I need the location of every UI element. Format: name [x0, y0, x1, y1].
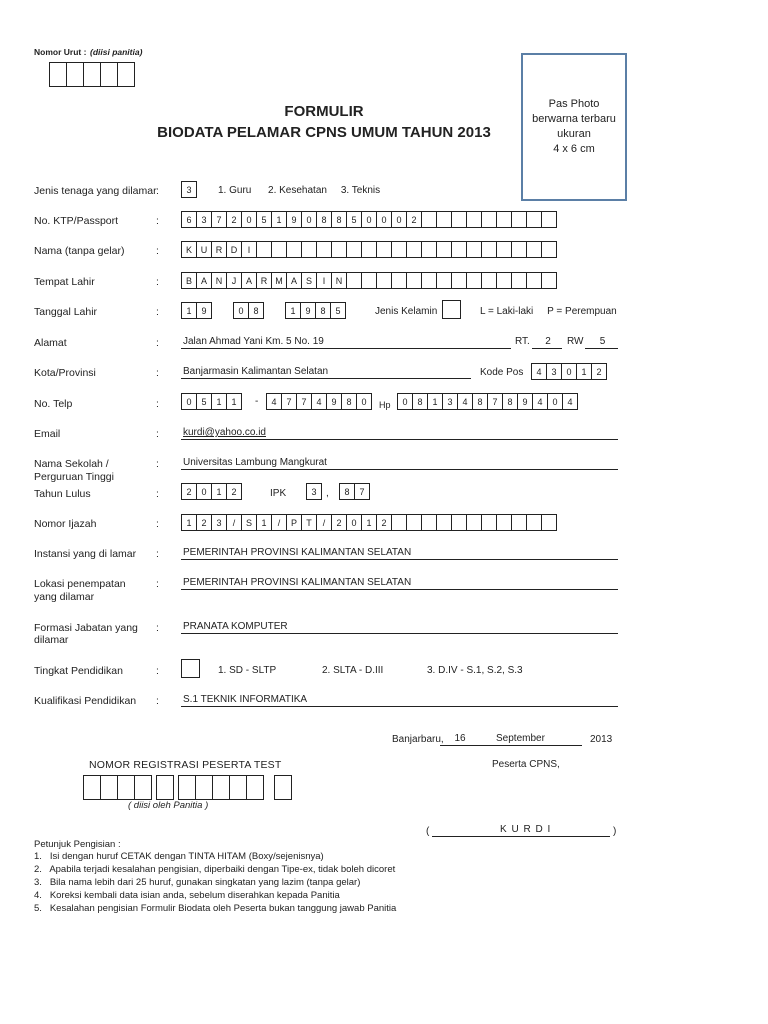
nomor-urut-boxes[interactable] [50, 62, 135, 87]
box-cell [511, 514, 527, 531]
box-cell [466, 514, 482, 531]
jenis-kelamin-box[interactable] [442, 300, 461, 319]
box-cell [511, 241, 527, 258]
box-cell [526, 514, 542, 531]
ktp-label: No. KTP/Passport [34, 215, 119, 227]
box-cell: 9 [286, 211, 302, 228]
box-cell [406, 272, 422, 289]
telp-number-boxes[interactable] [266, 393, 372, 410]
box-cell: 3 [442, 393, 458, 410]
photo-line: 4 x 6 cm [553, 143, 595, 155]
box-cell [421, 211, 437, 228]
signature-name: K U R D I [500, 824, 552, 835]
jenis-tenaga-label: Jenis tenaga yang dilamar [34, 185, 157, 197]
jenis-tenaga-box[interactable] [181, 181, 197, 198]
box-cell: 0 [376, 211, 392, 228]
box-cell: 4 [266, 393, 282, 410]
box-cell [541, 514, 557, 531]
tahun-lulus-label: Tahun Lulus [34, 488, 91, 500]
colon: : [156, 518, 159, 530]
box-cell: 7 [296, 393, 312, 410]
alamat-field[interactable]: Jalan Ahmad Yani Km. 5 No. 19 [181, 335, 511, 349]
instansi-label: Instansi yang di lamar [34, 548, 137, 560]
box-cell: / [316, 514, 332, 531]
colon: : [156, 428, 159, 440]
box-cell: J [226, 272, 242, 289]
tingkat-box[interactable] [181, 659, 200, 678]
box-cell: 0 [361, 211, 377, 228]
box-cell: 8 [339, 483, 355, 500]
box-cell: 7 [211, 211, 227, 228]
colon: : [156, 548, 159, 560]
box-cell: 0 [391, 211, 407, 228]
photo-line: ukuran [557, 128, 591, 140]
box-cell [541, 211, 557, 228]
formasi-field[interactable]: PRANATA KOMPUTER [181, 620, 618, 634]
box-cell: 1 [576, 363, 592, 380]
tahun-lulus-boxes[interactable] [181, 483, 242, 500]
jenis-tenaga-options: 1. Guru 2. Kesehatan 3. Teknis [218, 185, 381, 196]
jenis-kelamin-options: L = Laki-laki P = Perempuan [480, 306, 617, 317]
instruction-item: 3. Bila nama lebih dari 25 huruf, gunakan singkatan yang lazim (tanpa gelar) [34, 877, 361, 888]
box-cell: 8 [315, 302, 331, 319]
ipk-label: IPK [270, 488, 287, 499]
instruction-item: 5. Kesalahan pengisian Formulir Biodata oleh Peserta bukan tanggung jawab Panitia [34, 903, 397, 914]
box-cell: / [271, 514, 287, 531]
box-cell: 1 [181, 302, 197, 319]
box-cell [511, 211, 527, 228]
box-cell [376, 272, 392, 289]
colon: : [156, 578, 159, 590]
kode-pos-boxes[interactable] [531, 363, 607, 380]
form-title: FORMULIR [284, 103, 364, 120]
box-cell: 3 [196, 211, 212, 228]
kota-label: Kota/Provinsi [34, 367, 96, 379]
box-cell: 4 [562, 393, 578, 410]
colon: : [156, 398, 159, 410]
registrasi-note: ( diisi oleh Panitia ) [128, 800, 209, 811]
box-cell [466, 272, 482, 289]
box-cell: 1 [211, 393, 227, 410]
signature-open-paren: ( [426, 826, 430, 837]
box-cell: K [181, 241, 197, 258]
ipk-int-box[interactable] [306, 483, 322, 500]
box-cell: 2 [406, 211, 422, 228]
box-cell [436, 514, 452, 531]
box-cell [391, 272, 407, 289]
photo-line: berwarna terbaru [532, 113, 616, 125]
ipk-comma: , [326, 488, 329, 499]
lokasi-label-2: yang dilamar [34, 591, 95, 603]
box-cell [376, 241, 392, 258]
box-cell [466, 211, 482, 228]
box-cell: I [241, 241, 257, 258]
signature-day[interactable]: 16 [440, 732, 480, 746]
tingkat-option-1: 1. SD - SLTP [218, 665, 277, 676]
kode-pos-label: Kode Pos [480, 367, 524, 378]
tanggal-month-boxes[interactable] [233, 302, 264, 319]
box-cell: 1 [181, 514, 197, 531]
nomor-urut-label: Nomor Urut : [34, 47, 87, 57]
colon: : [156, 367, 159, 379]
box-cell: 9 [326, 393, 342, 410]
box-cell: 4 [457, 393, 473, 410]
sekolah-label-2: Perguruan Tinggi [34, 471, 114, 483]
box-cell [271, 241, 287, 258]
box-cell: 0 [196, 483, 212, 500]
box-cell [526, 211, 542, 228]
box-cell: 1 [271, 211, 287, 228]
box-cell: 6 [181, 211, 197, 228]
box-cell [286, 241, 302, 258]
registrasi-boxes[interactable] [84, 775, 292, 800]
box-cell: 7 [354, 483, 370, 500]
box-cell [451, 272, 467, 289]
lokasi-label: Lokasi penempatan [34, 578, 126, 590]
box-cell: 1 [427, 393, 443, 410]
colon: : [156, 276, 159, 288]
hp-label: Hp [379, 400, 391, 410]
box-cell: 0 [233, 302, 249, 319]
box-cell: P [286, 514, 302, 531]
nama-label: Nama (tanpa gelar) [34, 245, 125, 257]
tingkat-label: Tingkat Pendidikan [34, 665, 123, 677]
box-cell: I [316, 272, 332, 289]
box-cell: 2 [331, 514, 347, 531]
box-cell: 3 [306, 483, 322, 500]
box-cell [496, 514, 512, 531]
box-cell: 8 [331, 211, 347, 228]
box-cell: 0 [346, 514, 362, 531]
box-cell [541, 272, 557, 289]
registrasi-label: NOMOR REGISTRASI PESERTA TEST [89, 759, 282, 771]
box-cell [451, 211, 467, 228]
box-cell: 5 [196, 393, 212, 410]
box-cell: R [211, 241, 227, 258]
box-cell: 9 [517, 393, 533, 410]
box-cell [421, 241, 437, 258]
colon: : [156, 337, 159, 349]
box-cell: R [256, 272, 272, 289]
box-cell: 5 [330, 302, 346, 319]
photo-line: Pas Photo [548, 98, 600, 110]
rt-field[interactable]: 2 [532, 335, 562, 349]
box-cell: D [226, 241, 242, 258]
box-cell: N [211, 272, 227, 289]
lokasi-field[interactable]: PEMERINTAH PROVINSI KALIMANTAN SELATAN [181, 576, 618, 590]
box-cell: 8 [248, 302, 264, 319]
signature-year: 2013 [590, 734, 613, 745]
box-cell [436, 241, 452, 258]
box-cell: 1 [226, 393, 242, 410]
signature-place: Banjarbaru, [392, 734, 444, 745]
box-cell: 9 [196, 302, 212, 319]
instruction-item: 4. Koreksi kembali data isian anda, sebelum diserahkan kepada Panitia [34, 890, 340, 901]
ipk-dec-boxes[interactable] [339, 483, 370, 500]
box-cell: 1 [256, 514, 272, 531]
hp-boxes[interactable] [397, 393, 578, 410]
box-cell [451, 241, 467, 258]
signature-close-paren: ) [613, 826, 617, 837]
box-cell: 5 [256, 211, 272, 228]
box-cell: 0 [181, 393, 197, 410]
instruction-item: 1. Isi dengan huruf CETAK dengan TINTA HITAM (Boxy/sejenisnya) [34, 851, 324, 862]
instruction-item: 2. Apabila terjadi kesalahan pengisian, diperbaiki dengan Tipe-ex, tidak boleh dicoret [34, 864, 396, 875]
box-cell: 4 [532, 393, 548, 410]
signature-month[interactable]: September [480, 732, 582, 746]
tingkat-option-3: 3. D.IV - S.1, S.2, S.3 [427, 665, 523, 676]
box-cell [346, 241, 362, 258]
box-cell [346, 272, 362, 289]
box-cell: M [271, 272, 287, 289]
colon: : [156, 306, 159, 318]
kualifikasi-label: Kualifikasi Pendidikan [34, 695, 137, 707]
pas-photo-box [521, 53, 627, 201]
instansi-field[interactable]: PEMERINTAH PROVINSI KALIMANTAN SELATAN [181, 546, 618, 560]
box-cell [511, 272, 527, 289]
nama-boxes[interactable] [181, 241, 557, 258]
box-cell [541, 241, 557, 258]
rw-field[interactable]: 5 [585, 335, 618, 349]
box-cell: 8 [502, 393, 518, 410]
box-cell [481, 241, 497, 258]
box-cell: 2 [181, 483, 197, 500]
sekolah-field[interactable]: Universitas Lambung Mangkurat [181, 456, 618, 470]
box-cell: 0 [241, 211, 257, 228]
box-cell: / [226, 514, 242, 531]
box-cell: 4 [531, 363, 547, 380]
ijazah-boxes[interactable] [181, 514, 557, 531]
telp-label: No. Telp [34, 398, 73, 410]
box-cell: 2 [376, 514, 392, 531]
box-cell [436, 272, 452, 289]
box-cell: B [181, 272, 197, 289]
box-cell: 0 [561, 363, 577, 380]
box-cell [406, 514, 422, 531]
colon: : [156, 488, 159, 500]
ijazah-label: Nomor Ijazah [34, 518, 97, 530]
box-cell: 2 [196, 514, 212, 531]
rt-label: RT. [515, 336, 530, 347]
box-cell: 1 [211, 483, 227, 500]
rw-label: RW [567, 336, 584, 347]
box-cell: 2 [226, 211, 242, 228]
kualifikasi-field[interactable]: S.1 TEKNIK INFORMATIKA [181, 693, 618, 707]
box-cell [436, 211, 452, 228]
colon: : [156, 185, 159, 197]
box-cell [391, 241, 407, 258]
instructions-title: Petunjuk Pengisian : [34, 839, 121, 850]
colon: : [156, 695, 159, 707]
kota-field[interactable]: Banjarmasin Kalimantan Selatan [181, 365, 471, 379]
box-cell: S [241, 514, 257, 531]
tingkat-option-2: 2. SLTA - D.III [322, 665, 384, 676]
box-cell [361, 241, 377, 258]
box-cell: A [286, 272, 302, 289]
tanggal-lahir-label: Tanggal Lahir [34, 306, 98, 318]
box-cell: 0 [301, 211, 317, 228]
box-cell [466, 241, 482, 258]
box-cell: 2 [226, 483, 242, 500]
box-cell: 0 [397, 393, 413, 410]
peserta-label: Peserta CPNS, [492, 759, 560, 770]
telp-area-boxes[interactable] [181, 393, 242, 410]
alamat-label: Alamat [34, 337, 67, 349]
email-label: Email [34, 428, 61, 440]
telp-dash: - [255, 396, 259, 407]
tanggal-year-boxes[interactable] [285, 302, 346, 319]
box-cell [481, 514, 497, 531]
box-cell [361, 272, 377, 289]
signature-line[interactable] [432, 836, 610, 837]
box-cell [301, 241, 317, 258]
ktp-boxes[interactable] [181, 211, 557, 228]
box-cell [481, 272, 497, 289]
box-cell: 8 [472, 393, 488, 410]
box-cell: 7 [281, 393, 297, 410]
box-cell: N [331, 272, 347, 289]
formasi-label-2: dilamar [34, 634, 69, 646]
box-cell [406, 241, 422, 258]
box-cell [526, 241, 542, 258]
box-cell [481, 211, 497, 228]
jenis-kelamin-label: Jenis Kelamin [375, 306, 438, 317]
colon: : [156, 622, 159, 634]
box-cell [496, 241, 512, 258]
colon: : [156, 215, 159, 227]
box-cell: 0 [356, 393, 372, 410]
tempat-lahir-label: Tempat Lahir [34, 276, 95, 288]
box-cell: 1 [285, 302, 301, 319]
sekolah-label: Nama Sekolah / [34, 458, 109, 470]
box-cell: 7 [487, 393, 503, 410]
box-cell: 8 [412, 393, 428, 410]
colon: : [156, 665, 159, 677]
box-cell [391, 514, 407, 531]
box-cell: 3 [211, 514, 227, 531]
box-cell: 1 [361, 514, 377, 531]
box-cell: 4 [311, 393, 327, 410]
colon: : [156, 245, 159, 257]
box-cell: 3 [181, 181, 197, 198]
box-cell: 3 [546, 363, 562, 380]
box-cell: 8 [316, 211, 332, 228]
box-cell: U [196, 241, 212, 258]
box-cell [496, 272, 512, 289]
nomor-urut-note: (diisi panitia) [90, 47, 143, 57]
box-cell [331, 241, 347, 258]
formasi-label: Formasi Jabatan yang [34, 622, 138, 634]
box-cell [421, 272, 437, 289]
tempat-lahir-boxes[interactable] [181, 272, 557, 289]
box-cell [526, 272, 542, 289]
email-field[interactable]: kurdi@yahoo.co.id [181, 426, 618, 440]
box-cell: T [301, 514, 317, 531]
box-cell: A [241, 272, 257, 289]
box-cell: 0 [547, 393, 563, 410]
box-cell: 5 [346, 211, 362, 228]
form-subtitle: BIODATA PELAMAR CPNS UMUM TAHUN 2013 [157, 124, 491, 141]
box-cell [421, 514, 437, 531]
box-cell: 9 [300, 302, 316, 319]
box-cell: S [301, 272, 317, 289]
box-cell [496, 211, 512, 228]
box-cell: 2 [591, 363, 607, 380]
tanggal-day-boxes[interactable] [181, 302, 212, 319]
box-cell [316, 241, 332, 258]
box-cell: 8 [341, 393, 357, 410]
box-cell [256, 241, 272, 258]
colon: : [156, 458, 159, 470]
box-cell [451, 514, 467, 531]
box-cell: A [196, 272, 212, 289]
